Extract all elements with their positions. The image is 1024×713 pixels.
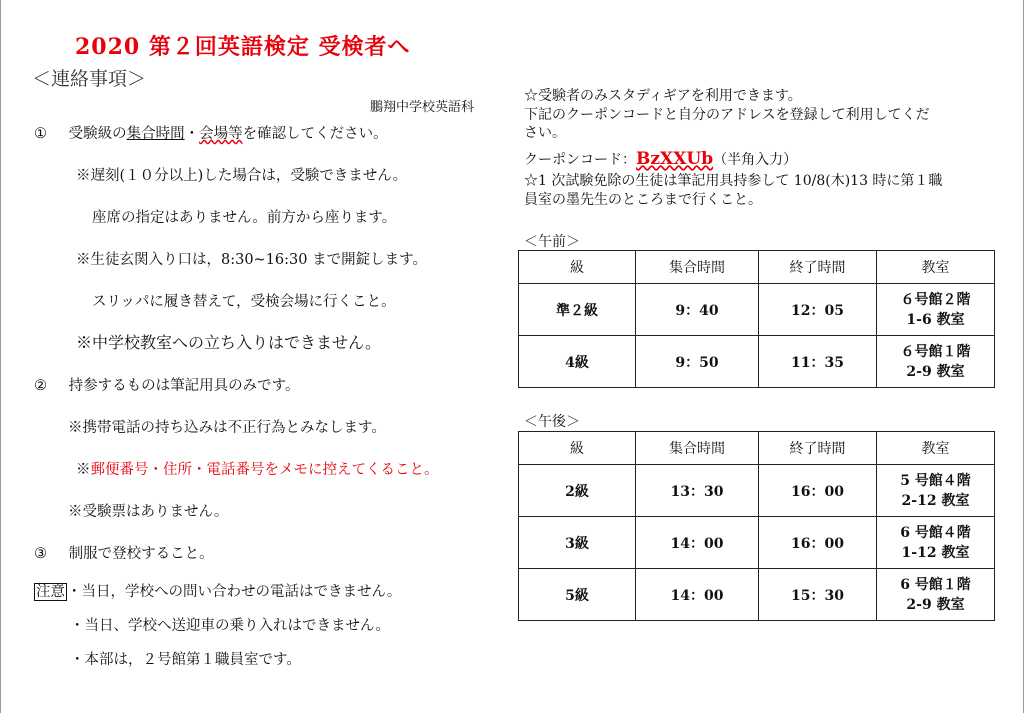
contact-heading: ＜連絡事項＞ [32, 68, 147, 90]
notice-line-2: ・当日、学校へ送迎車の乗り入れはできません。 [70, 618, 390, 634]
grade-cell: 準２級 [519, 284, 636, 336]
grade-cell: 3級 [519, 517, 636, 569]
table-header-row [519, 432, 995, 465]
start-cell: 9：50 [636, 336, 759, 388]
morning-schedule-table [518, 250, 995, 388]
item-1-note-seat: 座席の指定はありません。前方から座ります。 [92, 210, 397, 226]
item-3: ③ 制服で登校すること。 [34, 546, 214, 562]
item-2-note-phone: ※携帯電話の持ち込みは不正行為とみなします。 [68, 420, 386, 436]
grade-cell: 4級 [519, 336, 636, 388]
notice-line-3: ・本部は，２号館第１職員室です。 [70, 652, 301, 668]
end-cell: 16：00 [759, 465, 877, 517]
exemption-note-2: 員室の墨先生のところまで行くこと。 [524, 192, 762, 208]
venue-emphasis: 会場等 [199, 126, 243, 142]
item-1-note-slippers: スリッパに履き替えて，受検会場に行くこと。 [92, 294, 396, 310]
start-cell: 14：00 [636, 569, 759, 621]
end-cell: 15：30 [759, 569, 877, 621]
notice-line-1: 注意 ・当日，学校への問い合わせの電話はできません。 [36, 584, 402, 600]
item-1-note-classroom: ※中学校教室への立ち入りはできません。 [76, 333, 381, 352]
morning-caption: ＜午前＞ [524, 234, 580, 250]
header-grade: 級 [519, 251, 636, 284]
end-cell: 11：35 [759, 336, 877, 388]
header-room: 教室 [877, 251, 995, 284]
header-grade: 級 [519, 432, 636, 465]
header-end: 終了時間 [759, 251, 877, 284]
room-cell: 6 号館４階 1-12 教室 [877, 517, 995, 569]
page-left-edge [0, 0, 1, 713]
item-2-note-memo: ※郵便番号・住所・電話番号をメモに控えてくること。 [76, 462, 439, 478]
start-cell: 14：00 [636, 517, 759, 569]
start-cell: 9：40 [636, 284, 759, 336]
header-room: 教室 [877, 432, 995, 465]
table-row [519, 517, 995, 569]
assembly-time-emphasis: 集合時間 [126, 126, 185, 142]
coupon-code-line: クーポンコード：BzXXUb（半角入力） [524, 149, 798, 169]
item-2: ② 持参するものは筆記用具のみです。 [34, 378, 300, 394]
grade-cell: 5級 [519, 569, 636, 621]
room-cell: ６号館１階 2-9 教室 [877, 336, 995, 388]
item-1-note-entrance: ※生徒玄関入り口は，8:30~16:30 まで開錠します。 [76, 252, 427, 268]
table-row [519, 336, 995, 388]
document-title: 2020 第２回英語検定 受検者へ [75, 34, 411, 60]
header-start: 集合時間 [636, 432, 759, 465]
coupon-instruction-1: 下記のクーポンコードと自分のアドレスを登録して利用してくだ [524, 107, 930, 123]
table-row [519, 569, 995, 621]
header-end: 終了時間 [759, 432, 877, 465]
school-name: 鵬翔中学校英語科 [370, 100, 475, 115]
item-2-note-ticket: ※受験票はありません。 [68, 504, 229, 520]
coupon-instruction-2: さい。 [524, 125, 566, 141]
start-cell: 13：30 [636, 465, 759, 517]
table-row [519, 284, 995, 336]
room-cell: ６号館２階 1-6 教室 [877, 284, 995, 336]
grade-cell: 2級 [519, 465, 636, 517]
notice-label: 注意 [36, 584, 65, 600]
item-1: ① 受験級の集合時間・会場等を確認してください。 [34, 126, 388, 142]
room-cell: 6 号館１階 2-9 教室 [877, 569, 995, 621]
table-header-row [519, 251, 995, 284]
item-1-note-late: ※遅刻(１０分以上)した場合は，受験できません。 [76, 168, 408, 184]
studygear-note: ☆受験者のみスタディギアを利用できます。 [524, 88, 802, 104]
end-cell: 12：05 [759, 284, 877, 336]
room-cell: 5 号館４階 2-12 教室 [877, 465, 995, 517]
end-cell: 16：00 [759, 517, 877, 569]
table-row [519, 465, 995, 517]
header-start: 集合時間 [636, 251, 759, 284]
exemption-note-1: ☆1 次試験免除の生徒は筆記用具持参して 10/8(木)13 時に第１職 [524, 173, 943, 189]
coupon-code: BzXXUb [636, 149, 714, 169]
afternoon-caption: ＜午後＞ [524, 414, 580, 430]
afternoon-schedule-table [518, 431, 995, 621]
